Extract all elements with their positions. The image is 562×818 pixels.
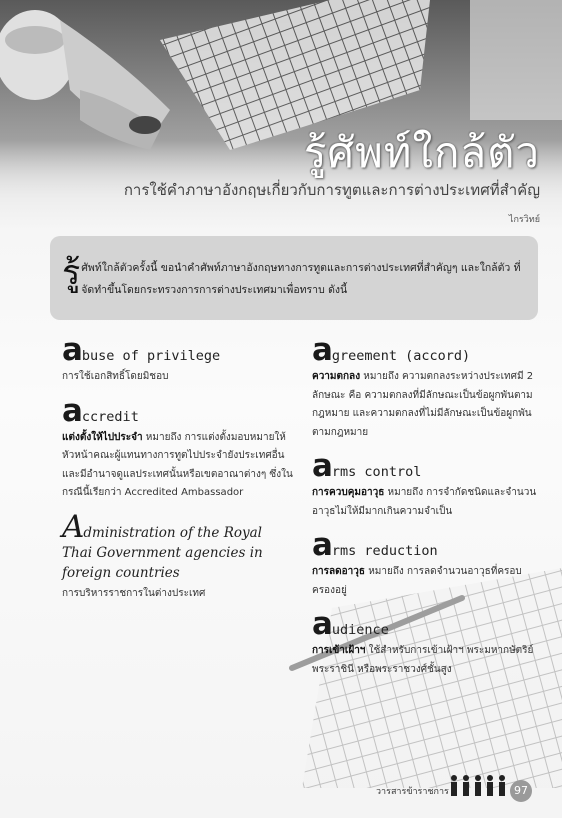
intro-text: ศัพท์ใกล้ตัวครั้งนี้ ขอนำคำศัพท์ภาษาอังกฤษทางการทูตและการต่างประเทศที่สำคัญๆ และใกล้ตัว ที่จัดทำขึ้นโดยกระทรวงการการต่างประเทศมาเพื่อทราบ ดังนี้ [81,262,521,296]
intro-box [50,236,538,320]
entry-arms-control [312,448,544,521]
entry-definition: การเข้าเฝ้าฯ ใช้สำหรับการเข้าเฝ้าฯ พระมหากษัตริย์ พระราชินี หรือพระราชวงศ์ชั้นสูง [312,645,534,675]
right-column [312,332,544,691]
entry-definition: ความตกลง หมายถึง ความตกลงระหว่างประเทศมี 2 ลักษณะ คือ ความตกลงที่มีลักษณะเป็นข้อผูกพันตามกฎหมาย และความตกลงที่ไม่มีลักษณะเป็นข้อผูกพันตามกฎหมาย [312,371,534,438]
page-title: รู้ศัพท์ใกล้ตัว [303,128,540,177]
page-number: 97 [510,780,532,802]
entry-definition: การบริหารราชการในต่างประเทศ [62,587,206,599]
author-name: ไกรวิทย์ [508,215,540,225]
entry-accredit [62,392,294,503]
left-column [62,332,294,615]
entry-term: Administration of the Royal Thai Government agencies in foreign countries [62,508,263,581]
entry-arms-reduction [312,527,544,600]
entry-abuse-of-privilege [62,332,294,387]
entry-term: abuse of privilege [62,332,221,368]
people-logo-icon [448,774,518,798]
entry-term: audience [312,606,389,642]
entry-term: accredit [62,392,139,429]
entry-definition: การลดอาวุธ หมายถึง การลดจำนวนอาวุธที่ครอบครองอยู่ [312,566,522,596]
entry-administration [62,508,294,604]
entry-agreement [312,332,544,442]
intro-drop-cap: รู้ [62,253,81,293]
entry-term: agreement (accord) [312,332,471,368]
page-subtitle: การใช้คำภาษาอังกฤษเกี่ยวกับการทูตและการต่างประเทศที่สำคัญ [123,181,540,199]
entry-term: arms control [312,448,422,484]
entry-definition: การใช้เอกสิทธิ์โดยมิชอบ [62,371,169,382]
entry-definition: แต่งตั้งให้ไปประจำ หมายถึง การแต่งตั้งมอบหมายให้หัวหน้าคณะผู้แทนทางการทูตไปประจำยังประเทศอื่น และมีอำนาจดูแลประเทศนั้นหรือเขตอาณาต่างๆ ซึ่งในกรณีนี้เรียกว่า Accredited Ambassador [62,431,293,498]
magazine-name: วารสารข้าราชการ [376,787,449,797]
entry-term: arms reduction [312,527,438,563]
entry-definition: การควบคุมอาวุธ หมายถึง การจำกัดชนิดและจำนวนอาวุธไม่ให้มีมากเกินความจำเป็น [312,487,537,517]
entry-audience [312,606,544,679]
